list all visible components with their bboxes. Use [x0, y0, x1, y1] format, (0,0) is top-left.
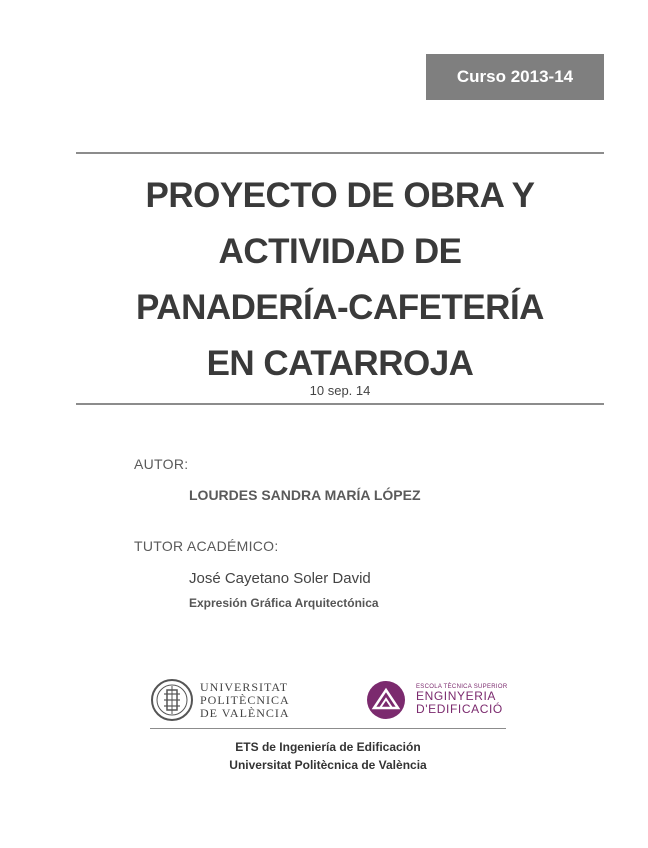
ets-line-1: ENGINYERIA	[416, 689, 497, 703]
upv-seal-icon	[150, 678, 194, 722]
document-date: 10 sep. 14	[309, 383, 371, 398]
ets-emblem-icon	[366, 680, 406, 720]
ets-line-2: D'EDIFICACIÓ	[416, 702, 503, 716]
tutor-label: TUTOR ACADÉMICO:	[134, 538, 279, 554]
project-title	[76, 168, 604, 392]
title-line: PROYECTO DE OBRA Y	[145, 176, 535, 215]
tutor-department: Expresión Gráfica Arquitectónica	[189, 596, 379, 610]
bottom-divider	[150, 728, 506, 729]
course-badge: Curso 2013-14	[426, 54, 604, 100]
ets-school-label: ESCOLA TÈCNICA SUPERIOR	[416, 684, 508, 690]
upv-logo-line: DE VALÈNCIA	[200, 705, 290, 720]
upv-logo-line: UNIVERSITAT	[200, 679, 289, 694]
title-line: PANADERÍA-CAFETERÍA	[136, 288, 544, 327]
top-divider	[76, 152, 604, 154]
footer-line-1: ETS de Ingeniería de Edificación	[235, 740, 421, 754]
author-name: LOURDES SANDRA MARÍA LÓPEZ	[189, 487, 421, 503]
author-label: AUTOR:	[134, 456, 189, 472]
institution-footer	[150, 738, 506, 774]
middle-divider	[76, 403, 604, 405]
footer-line-2: Universitat Politècnica de València	[229, 758, 427, 772]
title-line: EN CATARROJA	[206, 344, 474, 383]
tutor-name: José Cayetano Soler David	[189, 570, 371, 587]
title-line: ACTIVIDAD DE	[218, 232, 462, 271]
ets-logo	[366, 676, 516, 724]
upv-logo-line: POLITÈCNICA	[200, 692, 290, 707]
upv-logo	[150, 676, 300, 724]
